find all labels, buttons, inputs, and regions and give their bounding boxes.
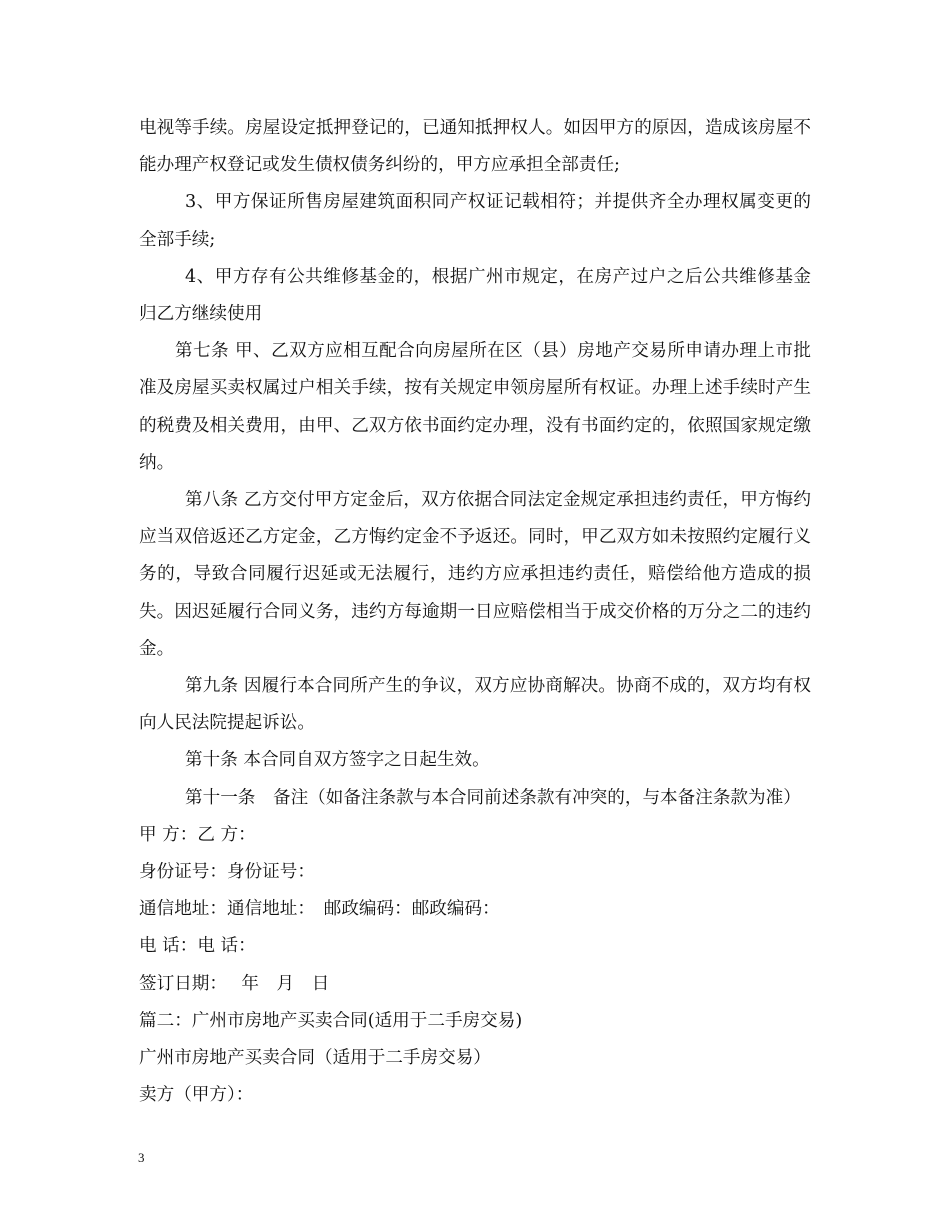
paragraph-article-8: 第八条 乙方交付甲方定金后，双方依据合同法定金规定承担违约责任，甲方悔约应当双倍返还乙方定金，乙方悔约定金不予返还。同时，甲乙双方如未按照约定履行义务的，导致合同履行迟延或无法履行，违约方应承担违约责任，赔偿给他方造成的损失。因迟延履行合同义务，违约方每逾期一日应赔偿相当于成交价格的万分之二的违约金。: [139, 490, 811, 659]
document-body: [139, 110, 811, 1114]
signature-id-numbers: 身份证号：身份证号：: [139, 862, 315, 883]
signature-date: 签订日期： 年 月 日: [139, 973, 330, 994]
seller-label: 卖方（甲方）：: [139, 1085, 254, 1106]
signature-phone: 电 话：电 话：: [139, 936, 256, 957]
paragraph-article-7: 第七条 甲、乙双方应相互配合向房屋所在区（县）房地产交易所申请办理上市批准及房屋买卖权属过户相关手续，按有关规定申领房屋所有权证。办理上述手续时产生的税费及相关费用，由甲、乙双方依书面约定办理，没有书面约定的，依照国家规定缴纳。: [139, 341, 811, 473]
signature-parties: 甲 方：乙 方：: [139, 824, 256, 845]
paragraph-continuation: 电视等手续。房屋设定抵押登记的，已通知抵押权人。如因甲方的原因，造成该房屋不能办理产权登记或发生债权债务纠纷的，甲方应承担全部责任;: [139, 118, 811, 176]
signature-address: 通信地址：通信地址： 邮政编码：邮政编码：: [139, 899, 500, 920]
paragraph-item-4: 4、甲方存有公共维修基金的，根据广州市规定，在房产过户之后公共维修基金归乙方继续使用: [139, 266, 811, 325]
paragraph-item-3: 3、甲方保证所售房屋建筑面积同产权证记载相符；并提供齐全办理权属变更的全部手续;: [139, 192, 811, 250]
paragraph-article-11: 第十一条 备注（如备注条款与本合同前述条款有冲突的，与本备注条款为准）: [185, 787, 801, 808]
section-title: 篇二：广州市房地产买卖合同(适用于二手房交易): [139, 1010, 523, 1031]
paragraph-article-9: 第九条 因履行本合同所产生的争议，双方应协商解决。协商不成的，双方均有权向人民法院提起诉讼。: [139, 676, 811, 734]
paragraph-article-10: 第十条 本合同自双方签字之日起生效。: [185, 750, 490, 771]
contract-title: 广州市房地产买卖合同（适用于二手房交易）: [139, 1048, 491, 1069]
page-number: 3: [138, 1150, 145, 1165]
